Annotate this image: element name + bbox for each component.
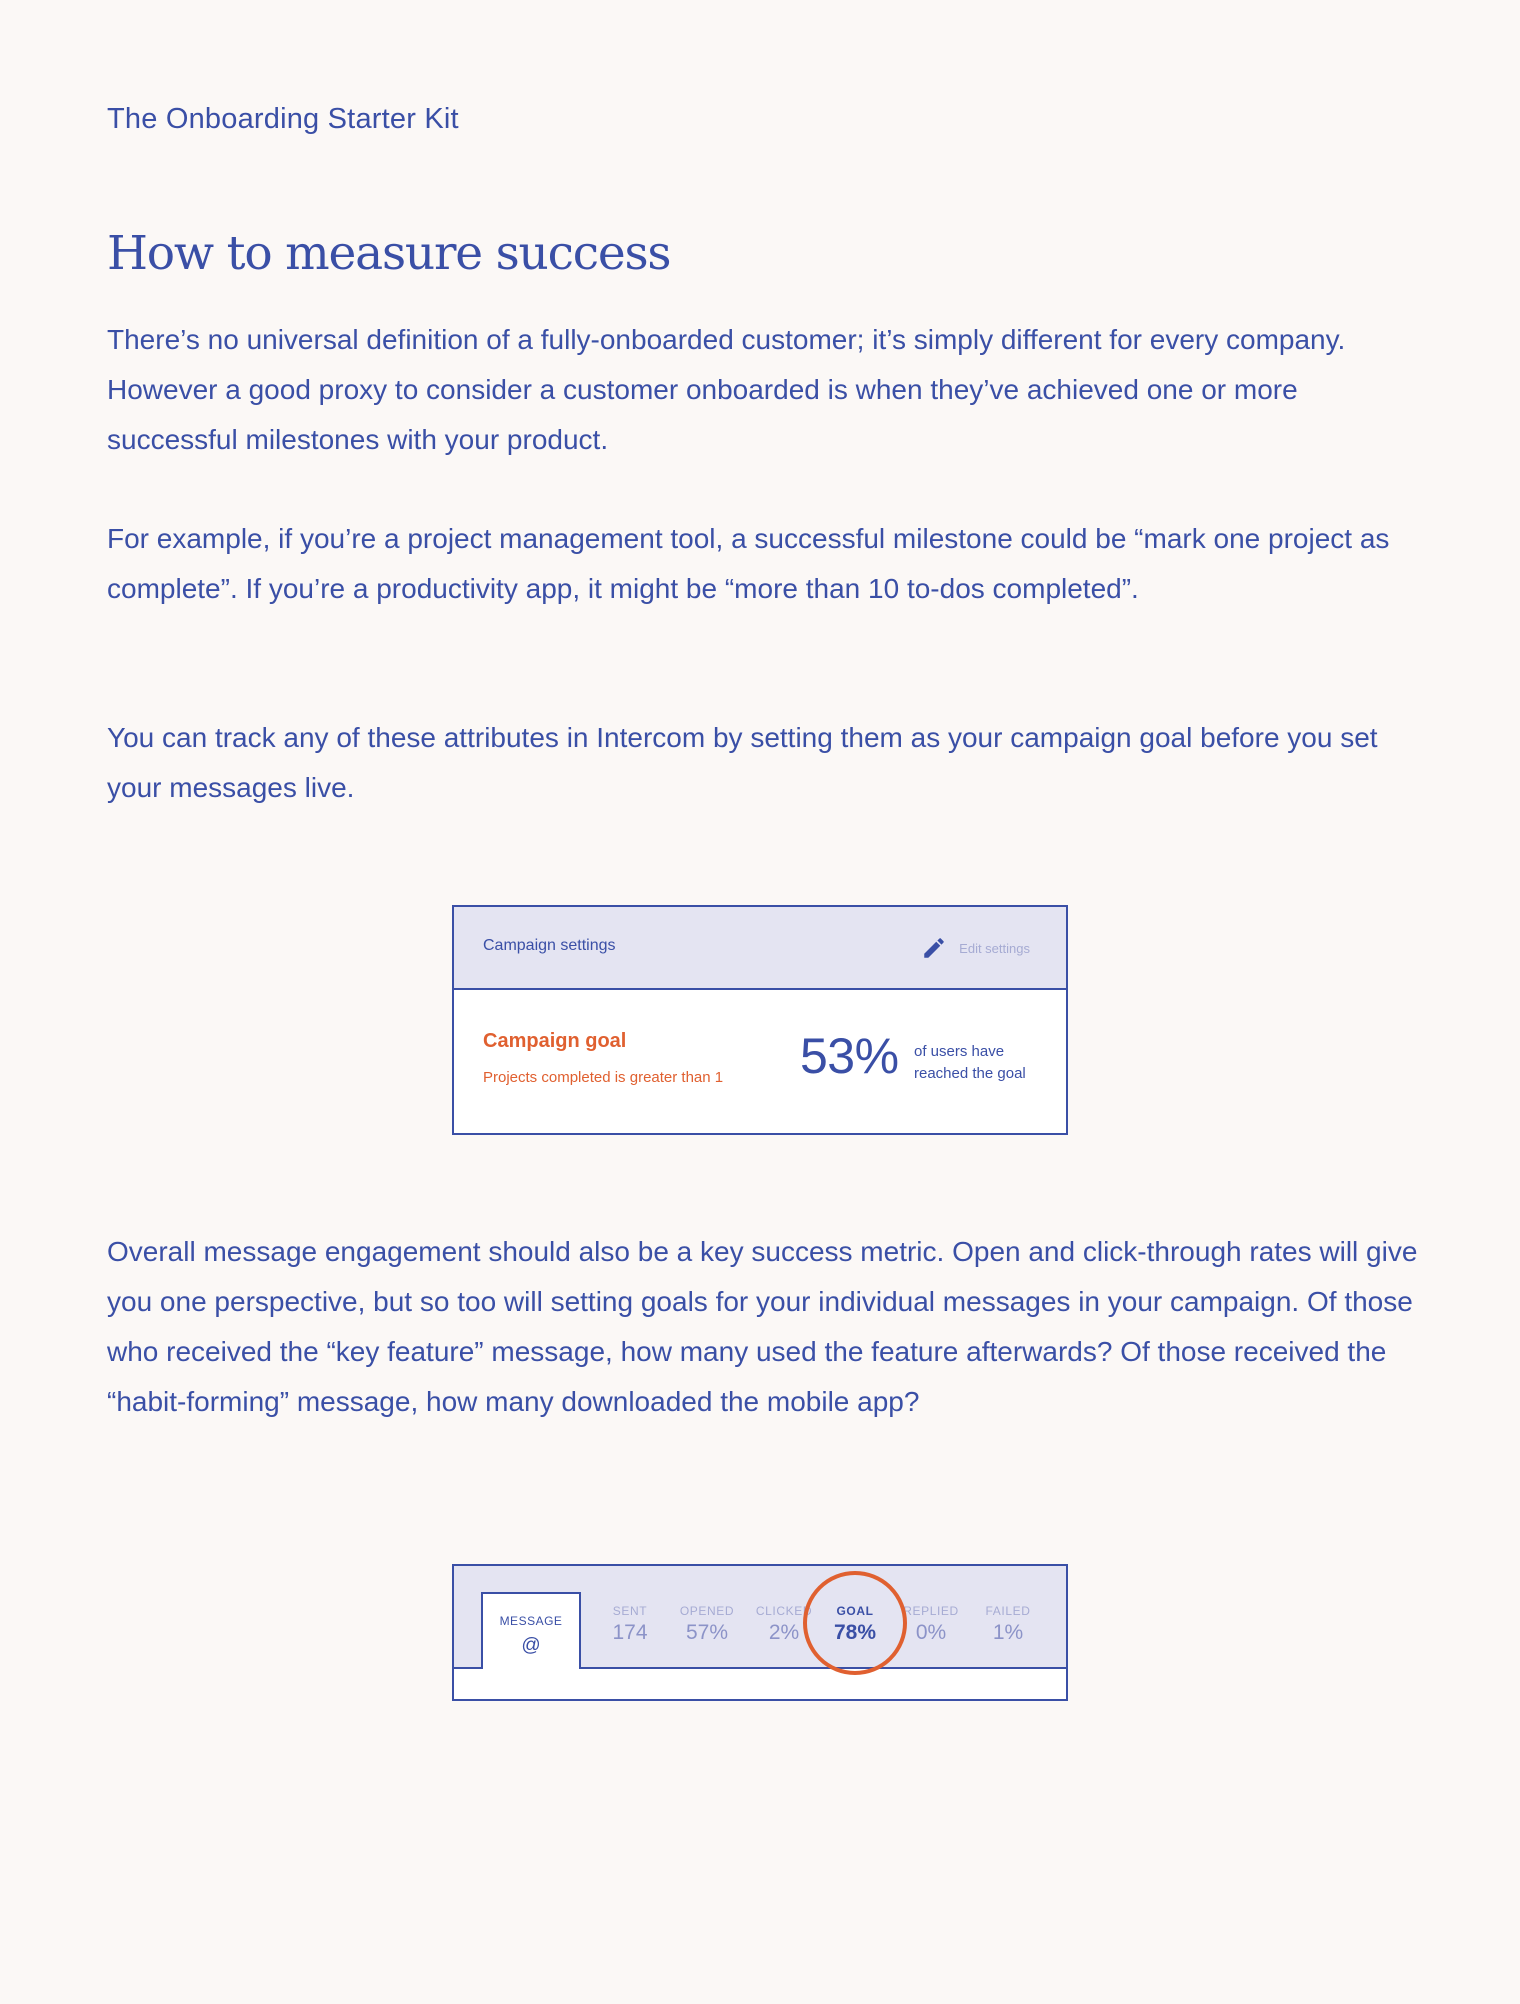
goal-percentage: 53% — [800, 1028, 899, 1084]
stat-value: 0% — [915, 1621, 947, 1644]
stat-label: REPLIED — [903, 1604, 959, 1618]
stat-goal[interactable] — [816, 1604, 894, 1645]
stat-label: FAILED — [985, 1604, 1031, 1618]
message-tab[interactable] — [481, 1592, 581, 1669]
paragraph-definition: There’s no universal definition of a fully-onboarded customer; it’s simply different for every company. However a good proxy to consider a customer onboarded is when they’ve achieved one or more successful milestones with your product. — [107, 324, 1346, 455]
stat-replied[interactable] — [892, 1604, 970, 1645]
campaign-settings-card — [452, 905, 1068, 1135]
goal-percentage-note — [914, 1041, 1026, 1085]
stat-failed[interactable] — [969, 1604, 1047, 1645]
campaign-settings-header — [454, 907, 1066, 990]
section-heading: How to measure success — [107, 226, 671, 281]
message-tab-label: MESSAGE — [499, 1614, 563, 1628]
document-kit-title: The Onboarding Starter Kit — [107, 103, 459, 135]
stat-clicked[interactable] — [745, 1604, 823, 1645]
paragraph-example: For example, if you’re a project management tool, a successful milestone could be “mark one project as complete”. If you’re a productivity app, it might be “more than 10 to-dos completed”. — [107, 523, 1390, 604]
stat-label: SENT — [612, 1604, 648, 1618]
goal-note-line1: of users have — [914, 1043, 1005, 1060]
goal-note-line2: reached the goal — [914, 1065, 1026, 1082]
stat-value: 174 — [612, 1621, 648, 1644]
paragraph-engagement: Overall message engagement should also be a key success metric. Open and click-through rates will give you one perspective, but so too will setting goals for your individual messages in your campaign. Of those who received the “key feature” message, how many used the feature afterwards? Of those received the “habit-forming” message, how many downloaded the mobile app? — [107, 1236, 1418, 1417]
stat-label: CLICKED — [755, 1604, 813, 1618]
stat-value: 2% — [768, 1621, 800, 1644]
campaign-settings-body — [454, 990, 1066, 1135]
paragraph-tracking: You can track any of these attributes in Intercom by setting them as your campaign goal before you set your messages live. — [107, 722, 1378, 803]
stat-value: 57% — [685, 1621, 729, 1644]
campaign-goal-condition: Projects completed is greater than 1 — [483, 1069, 724, 1086]
pencil-icon — [921, 935, 947, 961]
campaign-goal-title: Campaign goal — [483, 1030, 627, 1052]
stat-value: 1% — [992, 1621, 1024, 1644]
edit-settings-label: Edit settings — [959, 940, 1030, 956]
at-sign-icon: @ — [521, 1635, 541, 1656]
stat-label: GOAL — [836, 1604, 874, 1618]
campaign-settings-label: Campaign settings — [483, 937, 616, 954]
message-stats-card — [452, 1564, 1068, 1701]
stat-opened[interactable] — [668, 1604, 746, 1645]
stat-value: 78% — [833, 1621, 877, 1644]
edit-settings-button[interactable] — [921, 935, 1030, 961]
stat-label: OPENED — [679, 1604, 735, 1618]
stat-sent[interactable] — [591, 1604, 669, 1645]
